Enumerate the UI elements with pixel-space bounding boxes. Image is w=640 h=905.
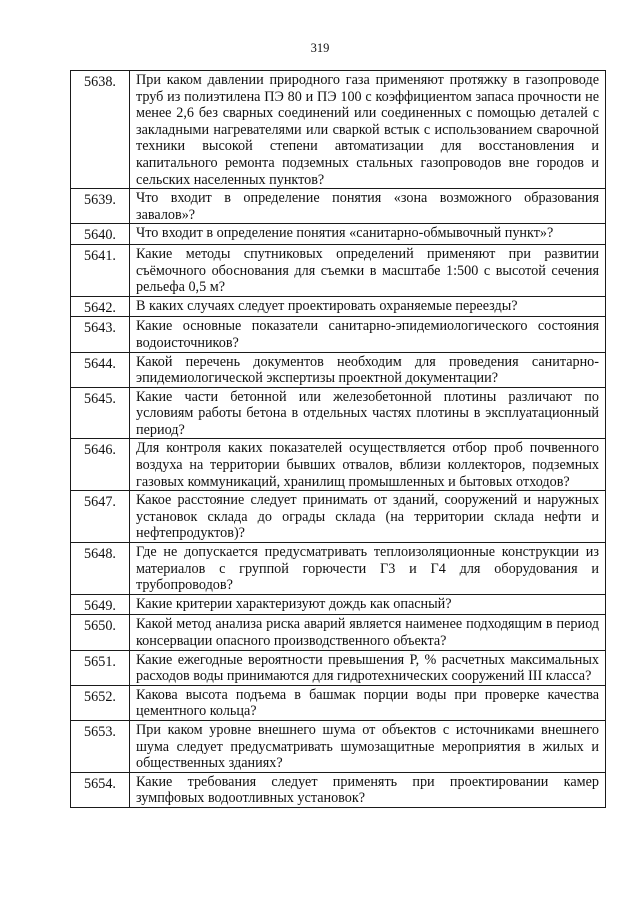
question-text: Какие методы спутниковых определений применяют при развитии съёмочного обоснования для съемки в масштабе 1:500 с высотой сечения рельефа 0,5 м? <box>130 244 606 296</box>
question-row <box>71 594 606 615</box>
question-text: Какие критерии характеризуют дождь как опасный? <box>130 594 606 615</box>
question-number: 5651. <box>71 650 130 685</box>
question-text: Какие основные показатели санитарно-эпидемиологического состояния водоисточников? <box>130 317 606 352</box>
question-text: Что входит в определение понятия «зона возможного образования завалов»? <box>130 189 606 224</box>
question-text: Что входит в определение понятия «санитарно-обмывочный пункт»? <box>130 224 606 245</box>
question-text: Какое расстояние следует принимать от зданий, сооружений и наружных установок склада до ограды склада (на территории склада нефти и нефтепродуктов)? <box>130 491 606 543</box>
question-number: 5652. <box>71 685 130 720</box>
question-row <box>71 543 606 595</box>
question-text: Какие части бетонной или железобетонной плотины различают по условиям работы бетона в отдельных частях плотины в эксплуатационный период? <box>130 387 606 439</box>
question-text: Какой метод анализа риска аварий является наименее подходящим в период консервации опасного производственного объекта? <box>130 615 606 650</box>
question-number: 5639. <box>71 189 130 224</box>
question-row <box>71 772 606 807</box>
question-number: 5649. <box>71 594 130 615</box>
question-row <box>71 720 606 772</box>
question-row <box>71 244 606 296</box>
page-number: 319 <box>310 41 330 55</box>
question-row <box>71 615 606 650</box>
question-row <box>71 650 606 685</box>
question-row <box>71 352 606 387</box>
question-row <box>71 317 606 352</box>
question-number: 5653. <box>71 720 130 772</box>
question-row <box>71 296 606 317</box>
questions-table <box>70 70 606 808</box>
question-row <box>71 71 606 189</box>
question-row <box>71 387 606 439</box>
question-number: 5643. <box>71 317 130 352</box>
question-text: При каком давлении природного газа применяют протяжку в газопроводе труб из полиэтилена ПЭ 80 и ПЭ 100 с коэффициентом запаса прочности не менее 2,6 без сварных соединений или соединенных с помощью деталей с закладными нагревателями или сваркой встык с использованием сварочной техники высокой степени автоматизации для восстановления и капитального ремонта подземных стальных газопроводов вне городов и сельских населенных пунктов? <box>130 71 606 189</box>
question-row <box>71 439 606 491</box>
question-number: 5648. <box>71 543 130 595</box>
question-row <box>71 189 606 224</box>
question-text: Какова высота подъема в башмак порции воды при проверке качества цементного кольца? <box>130 685 606 720</box>
question-text: Какой перечень документов необходим для проведения санитарно-эпидемиологической экспертизы проектной документации? <box>130 352 606 387</box>
question-text: В каких случаях следует проектировать охраняемые переезды? <box>130 296 606 317</box>
question-number: 5644. <box>71 352 130 387</box>
question-row <box>71 224 606 245</box>
question-number: 5646. <box>71 439 130 491</box>
question-text: Какие ежегодные вероятности превышения Р, % расчетных максимальных расходов воды принимаются для гидротехнических сооружений III класса? <box>130 650 606 685</box>
question-number: 5642. <box>71 296 130 317</box>
question-row <box>71 491 606 543</box>
question-number: 5647. <box>71 491 130 543</box>
question-number: 5640. <box>71 224 130 245</box>
question-number: 5654. <box>71 772 130 807</box>
question-text: Для контроля каких показателей осуществляется отбор проб почвенного воздуха на территории бывших отвалов, вблизи коллекторов, подземных газовых коммуникаций, хранилищ промышленных и бытовых отходов? <box>130 439 606 491</box>
question-number: 5645. <box>71 387 130 439</box>
question-text: Какие требования следует применять при проектировании камер зумпфовых водоотливных установок? <box>130 772 606 807</box>
question-text: При каком уровне внешнего шума от объектов с источниками внешнего шума следует предусматривать шумозащитные мероприятия в жилых и общественных зданиях? <box>130 720 606 772</box>
question-number: 5641. <box>71 244 130 296</box>
questions-table-body <box>71 71 606 808</box>
question-row <box>71 685 606 720</box>
question-number: 5638. <box>71 71 130 189</box>
question-number: 5650. <box>71 615 130 650</box>
question-text: Где не допускается предусматривать теплоизоляционные конструкции из материалов с группой горючести Г3 и Г4 для оборудования и трубопроводов? <box>130 543 606 595</box>
